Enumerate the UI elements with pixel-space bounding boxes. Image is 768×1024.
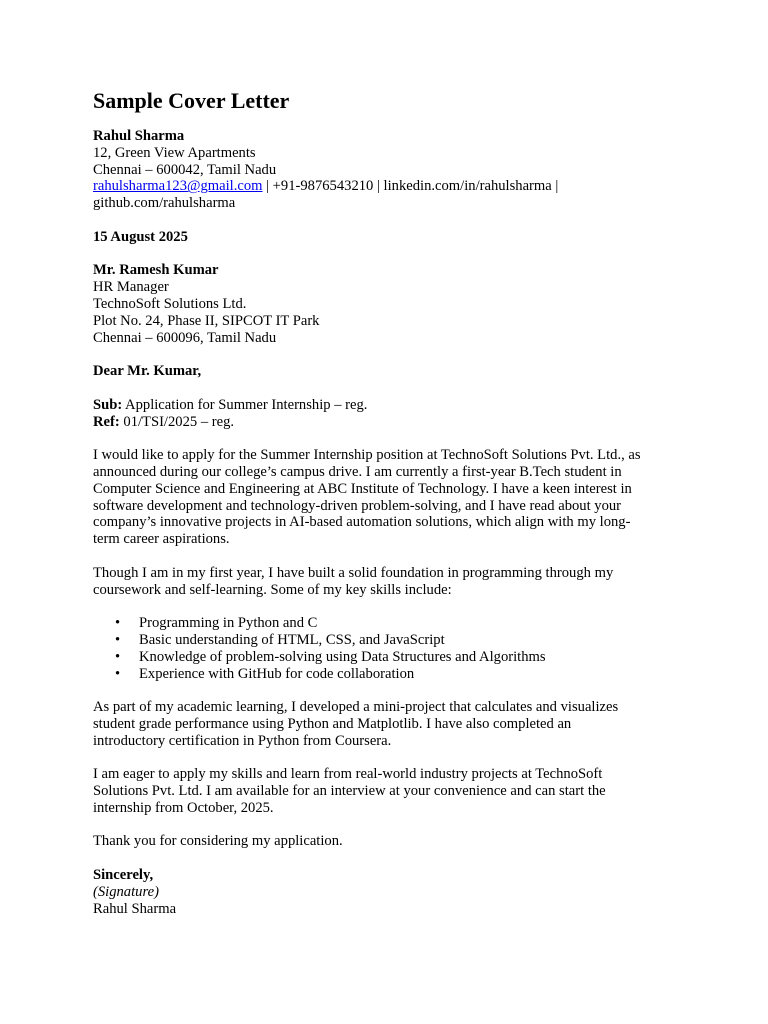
closing-name: Rahul Sharma bbox=[93, 900, 177, 917]
sender-contact-rest: | +91-9876543210 | linkedin.com/in/rahulsharma | bbox=[262, 178, 559, 195]
paragraph-line: As part of my academic learning, I developed a mini-project that calculates and visualizes bbox=[93, 699, 619, 716]
sender-address-line-2: Chennai – 600042, Tamil Nadu bbox=[93, 161, 277, 178]
recipient-address-line-2: Chennai – 600096, Tamil Nadu bbox=[93, 329, 277, 346]
paragraph-line: Computer Science and Engineering at ABC Institute of Technology. I have a keen interest in bbox=[93, 480, 632, 497]
cover-letter-page bbox=[93, 88, 693, 917]
skill-text: Experience with GitHub for code collaboration bbox=[139, 665, 415, 682]
sender-email-link[interactable]: rahulsharma123@gmail.com bbox=[93, 178, 263, 195]
signature-placeholder: (Signature) bbox=[93, 883, 159, 900]
skill-text: Knowledge of problem-solving using Data Structures and Algorithms bbox=[139, 648, 546, 665]
reference-label: Ref: bbox=[93, 413, 120, 430]
recipient-block bbox=[93, 262, 693, 346]
letter-date: 15 August 2025 bbox=[93, 228, 188, 245]
sender-name: Rahul Sharma bbox=[93, 128, 185, 144]
bullet-icon: • bbox=[115, 615, 121, 632]
list-item bbox=[93, 649, 693, 666]
subject-label: Sub: bbox=[93, 396, 123, 413]
paragraph-line: Though I am in my first year, I have built a solid foundation in programming through my bbox=[93, 564, 614, 581]
bullet-icon: • bbox=[115, 631, 121, 648]
sender-block bbox=[93, 128, 693, 212]
paragraph-availability bbox=[93, 766, 693, 816]
salutation: Dear Mr. Kumar, bbox=[93, 363, 202, 380]
sender-address-line-1: 12, Green View Apartments bbox=[93, 144, 256, 161]
recipient-name: Mr. Ramesh Kumar bbox=[93, 262, 219, 279]
page-title: Sample Cover Letter bbox=[93, 88, 290, 113]
paragraph-thanks: Thank you for considering my application. bbox=[93, 833, 343, 850]
paragraph-line: I would like to apply for the Summer Internship position at TechnoSoft Solutions Pvt. Ltd., as bbox=[93, 447, 641, 464]
paragraph-line: coursework and self-learning. Some of my key skills include: bbox=[93, 581, 452, 598]
list-item bbox=[93, 615, 693, 632]
bullet-icon: • bbox=[115, 648, 121, 665]
reference-text: 01/TSI/2025 – reg. bbox=[119, 413, 235, 430]
sign-off: Sincerely, bbox=[93, 867, 154, 884]
paragraph-line: I am eager to apply my skills and learn from real-world industry projects at TechnoSoft bbox=[93, 766, 603, 783]
paragraph-line: announced during our college’s campus drive. I am currently a first-year B.Tech student in bbox=[93, 463, 622, 480]
reference-line bbox=[93, 414, 693, 431]
paragraph-line: student grade performance using Python and Matplotlib. I have also completed an bbox=[93, 715, 572, 732]
skill-text: Basic understanding of HTML, CSS, and JavaScript bbox=[139, 631, 445, 648]
paragraph-skills-intro bbox=[93, 565, 693, 599]
recipient-address-line-1: Plot No. 24, Phase II, SIPCOT IT Park bbox=[93, 312, 320, 329]
subject-text: Application for Summer Internship – reg. bbox=[122, 396, 368, 413]
paragraph-line: internship from October, 2025. bbox=[93, 799, 274, 816]
recipient-title: HR Manager bbox=[93, 279, 169, 296]
list-item bbox=[93, 666, 693, 683]
recipient-company: TechnoSoft Solutions Ltd. bbox=[93, 295, 247, 312]
paragraph-line: introductory certification in Python from Coursera. bbox=[93, 732, 392, 749]
paragraph-line: company’s innovative projects in AI-based automation solutions, which align with my long- bbox=[93, 514, 631, 531]
skills-list bbox=[93, 615, 693, 682]
paragraph-line: software development and technology-driven problem-solving, and I have read about your bbox=[93, 497, 622, 514]
sender-github: github.com/rahulsharma bbox=[93, 195, 236, 212]
skill-text: Programming in Python and C bbox=[139, 615, 318, 632]
bullet-icon: • bbox=[115, 665, 121, 682]
paragraph-project bbox=[93, 699, 693, 749]
paragraph-intro bbox=[93, 447, 693, 548]
sender-contact-line bbox=[93, 178, 693, 195]
list-item bbox=[93, 632, 693, 649]
closing-block bbox=[93, 867, 693, 917]
paragraph-line: term career aspirations. bbox=[93, 531, 230, 548]
subject-line bbox=[93, 397, 693, 414]
paragraph-line: Solutions Pvt. Ltd. I am available for an interview at your convenience and can start the bbox=[93, 783, 606, 800]
